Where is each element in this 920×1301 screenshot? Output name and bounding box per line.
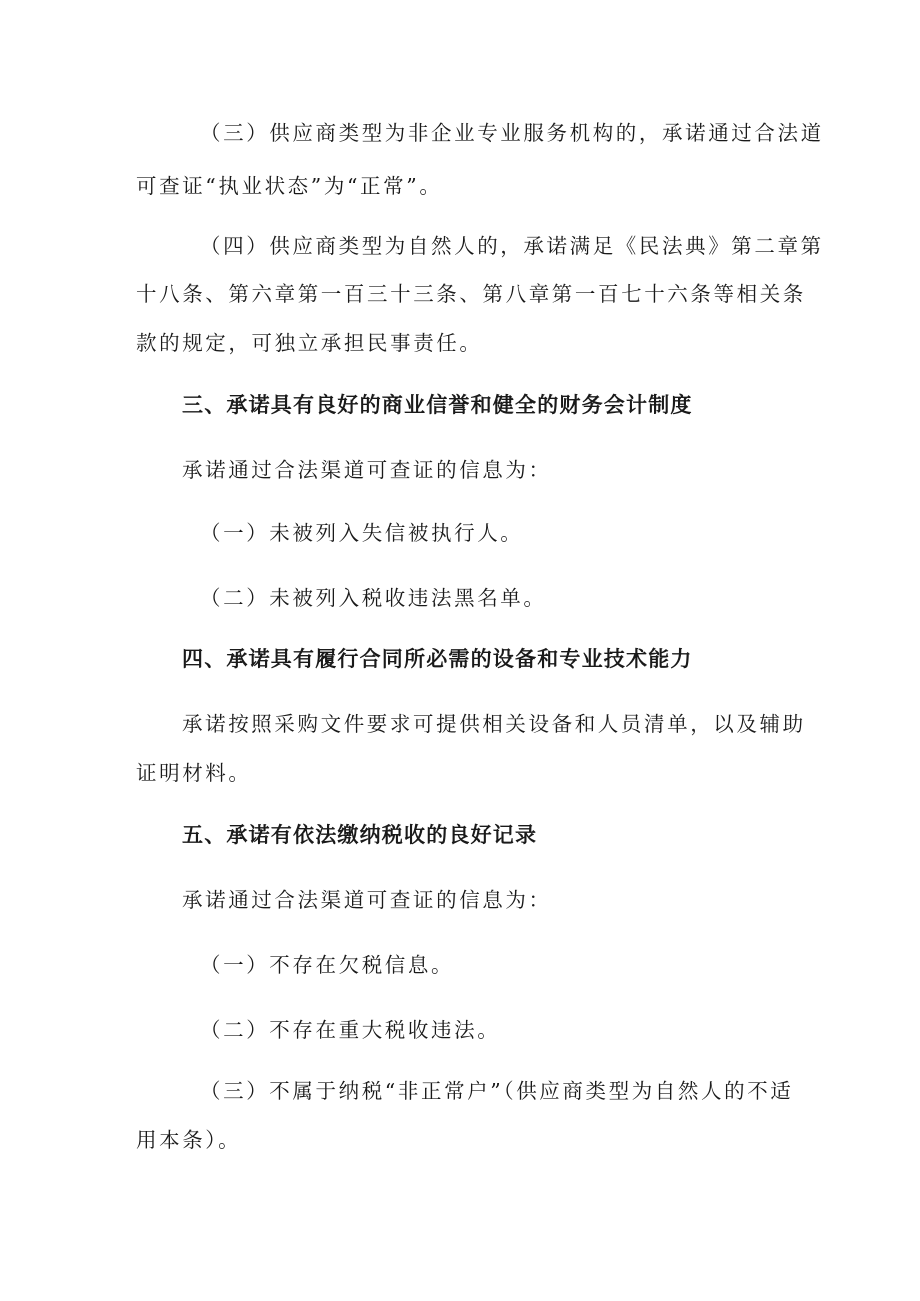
section-heading: 三、承诺具有良好的商业信誉和健全的财务会计制度 [182, 393, 693, 417]
paragraph-line: （三）不属于纳税“非正常户”（供应商类型为自然人的不适 [200, 1079, 794, 1103]
paragraph-line: （一）不存在欠税信息。 [200, 953, 455, 977]
paragraph-line: 承诺按照采购文件要求可提供相关设备和人员清单，以及辅助 [182, 712, 806, 736]
paragraph-line: 十八条、第六章第一百三十三条、第八章第一百七十六条等相关条 [136, 282, 806, 306]
paragraph-line: 可查证“执业状态”为“正常”。 [136, 174, 443, 198]
paragraph-line: 承诺通过合法渠道可查证的信息为： [182, 458, 552, 482]
section-heading: 五、承诺有依法缴纳税收的良好记录 [182, 823, 538, 847]
paragraph-line: 证明材料。 [136, 761, 252, 785]
paragraph-line: （四）供应商类型为自然人的，承诺满足《民法典》第二章第 [200, 234, 824, 258]
paragraph-line: （一）未被列入失信被执行人。 [200, 521, 524, 545]
paragraph-line: 用本条）。 [136, 1128, 242, 1152]
section-heading: 四、承诺具有履行合同所必需的设备和专业技术能力 [182, 647, 693, 671]
paragraph-line: 承诺通过合法渠道可查证的信息为： [182, 888, 552, 912]
paragraph-line: （二）不存在重大税收违法。 [200, 1018, 501, 1042]
paragraph-line: （二）未被列入税收违法黑名单。 [200, 586, 547, 610]
paragraph-line: 款的规定，可独立承担民事责任。 [136, 331, 483, 355]
paragraph-line: （三）供应商类型为非企业专业服务机构的，承诺通过合法道 [200, 121, 824, 145]
